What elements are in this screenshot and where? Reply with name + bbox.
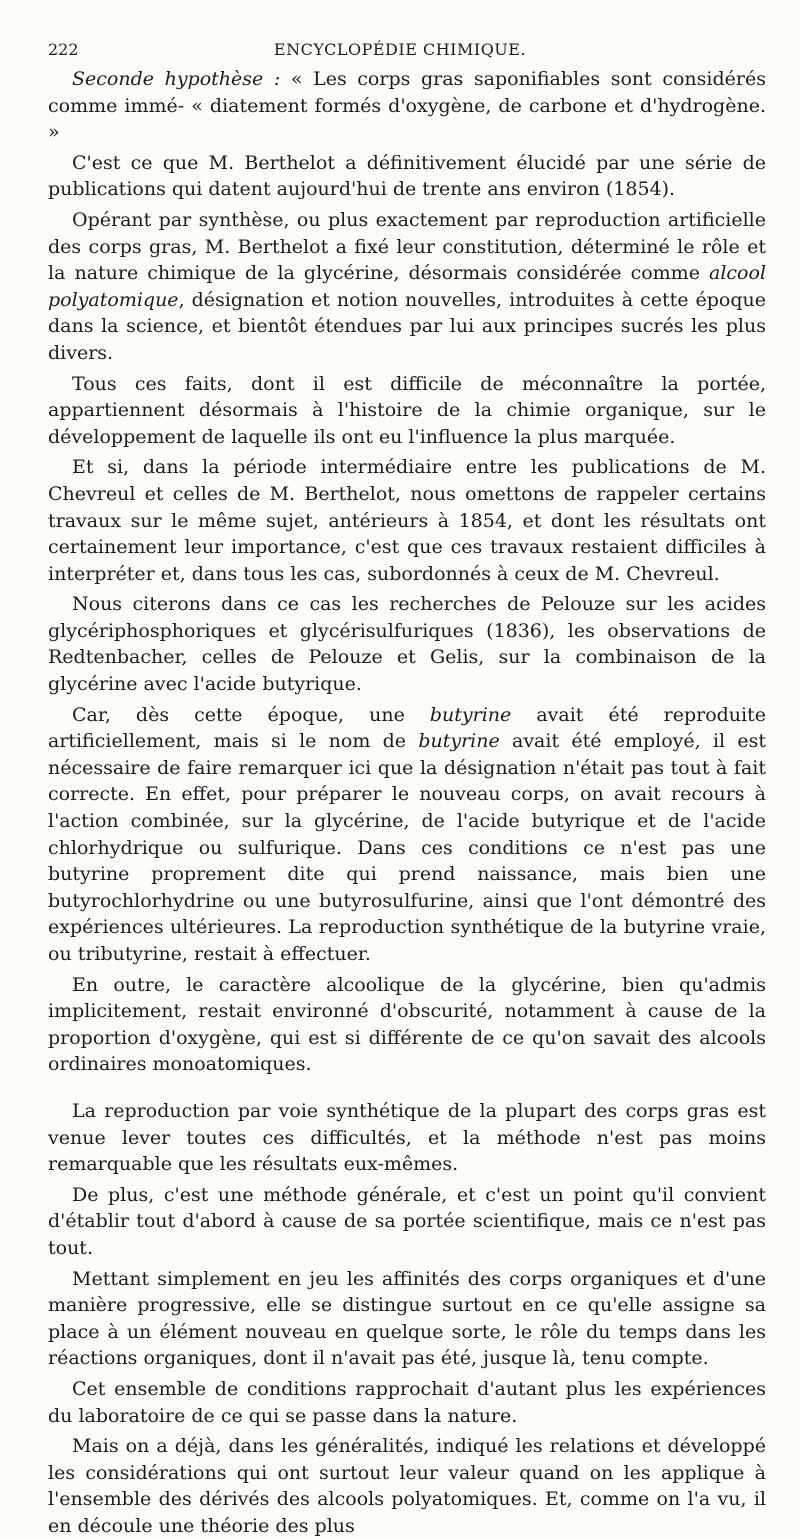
paragraph-butyrine: Car, dès cette époque, une butyrine avait été reproduite artificiellement, mais si le nom de butyrine avait été employé, il est nécessaire de faire remarquer ici que la désignation n'était pas tout à fait correcte. En effet, pour préparer le nouveau corps, on avait recours à l'action combinée, sur la glycérine, de l'acide butyrique et de l'acide chlorhydrique ou sulfurique. Dans ces conditions ce n'est pas une butyrine proprement dite qui prend naissance, mais bien une butyrochlorhydrine ou une butyrosulfurine, ainsi que l'ont démontré des expériences ultérieures. La reproduction synthétique de la butyrine vraie, ou tributyrine, restait à effectuer. (48, 703, 766, 965)
italic-term: alcool polyatomique (48, 262, 766, 311)
paragraph: Tous ces faits, dont il est difficile de méconnaître la portée, appartiennent désormais à l'histoire de la chimie organique, sur le développement de laquelle ils ont eu l'influence la plus marquée. (48, 372, 766, 448)
paragraph: Mais on a déjà, dans les généralités, indiqué les relations et développé les considérations qui ont surtout leur valeur quand on les applique à l'ensemble des dérivés des alcools polyatomiques. Et, comme on l'a vu, il en découle une théorie des plus (48, 1435, 766, 1537)
paragraph-synthesis: Opérant par synthèse, ou plus exactement par reproduction artificielle des corps gras, M. Berthelot a fixé leur constitution, déterminé le rôle et la nature chimique de la glycérine, désormais considérée comme alcool polyatomique, désignation et notion nouvelles, introduites à cette époque dans la science, et bientôt étendues par lui aux principes sucrés les plus divers. (48, 208, 766, 364)
paragraph: Nous citerons dans ce cas les recherches de Pelouze sur les acides glycériphosphoriques et glycérisulfuriques (1836), les observations de Redtenbacher, celles de Pelouze et Gelis, sur la combinaison de la glycérine avec l'acide butyrique. (48, 593, 766, 696)
paragraph: C'est ce que M. Berthelot a définitivement élucidé par une série de publications qui datent aujourd'hui de trente ans environ (1854). (48, 151, 766, 201)
paragraph: Mettant simplement en jeu les affinités des corps organiques et d'une manière progressive, elle se distingue surtout en ce qu'elle assigne sa place à un élément nouveau en quelque sorte, le rôle du temps dans les réactions organiques, dont il n'avait pas été, jusque là, tenu compte. (48, 1267, 766, 1370)
running-title: ENCYCLOPÉDIE CHIMIQUE. (273, 40, 527, 59)
paragraph: Et si, dans la période intermédiaire entre les publications de M. Chevreul et celles de M. Berthelot, nous omettons de rappeler certains travaux sur le même sujet, antérieurs à 1854, et dont les résultats ont certainement leur importance, c'est que ces travaux restaient difficiles à interpréter et, dans tous les cas, subordonnés à ceux de M. Chevreul. (48, 456, 766, 585)
italic-term: butyrine (418, 730, 500, 753)
paragraph: Cet ensemble de conditions rapprochait d'autant plus les expériences du laboratoire de ce qui se passe dans la nature. (48, 1377, 766, 1427)
page-number: 222 (48, 40, 79, 59)
paragraph: La reproduction par voie synthétique de la plupart des corps gras est venue lever toutes ces difficultés, et la méthode n'est pas moins remarquable que les résultats eux-mêmes. (48, 1099, 766, 1176)
paragraph-hypothesis (48, 66, 766, 146)
paragraph: De plus, c'est une méthode générale, et c'est un point qu'il convient d'établir tout d'abord à cause de sa portée scientifique, mais ce n'est pas tout. (48, 1183, 766, 1259)
italic-term: butyrine (429, 703, 512, 726)
hypothesis-quote: « Les corps gras saponifiables sont considérés comme immé- « diatement formés d'oxygène, de carbone et d'hydrogène. » (48, 68, 766, 144)
page-header (48, 40, 752, 64)
body-text (48, 66, 766, 1539)
paragraph: En outre, le caractère alcoolique de la glycérine, bien qu'admis implicitement, restait environné d'obscurité, notamment à cause de la proportion d'oxygène, qui est si différente de ce qu'on savait des alcools ordinaires monoatomiques. (48, 973, 766, 1076)
hypothesis-label: Seconde hypothèse : (72, 68, 281, 90)
